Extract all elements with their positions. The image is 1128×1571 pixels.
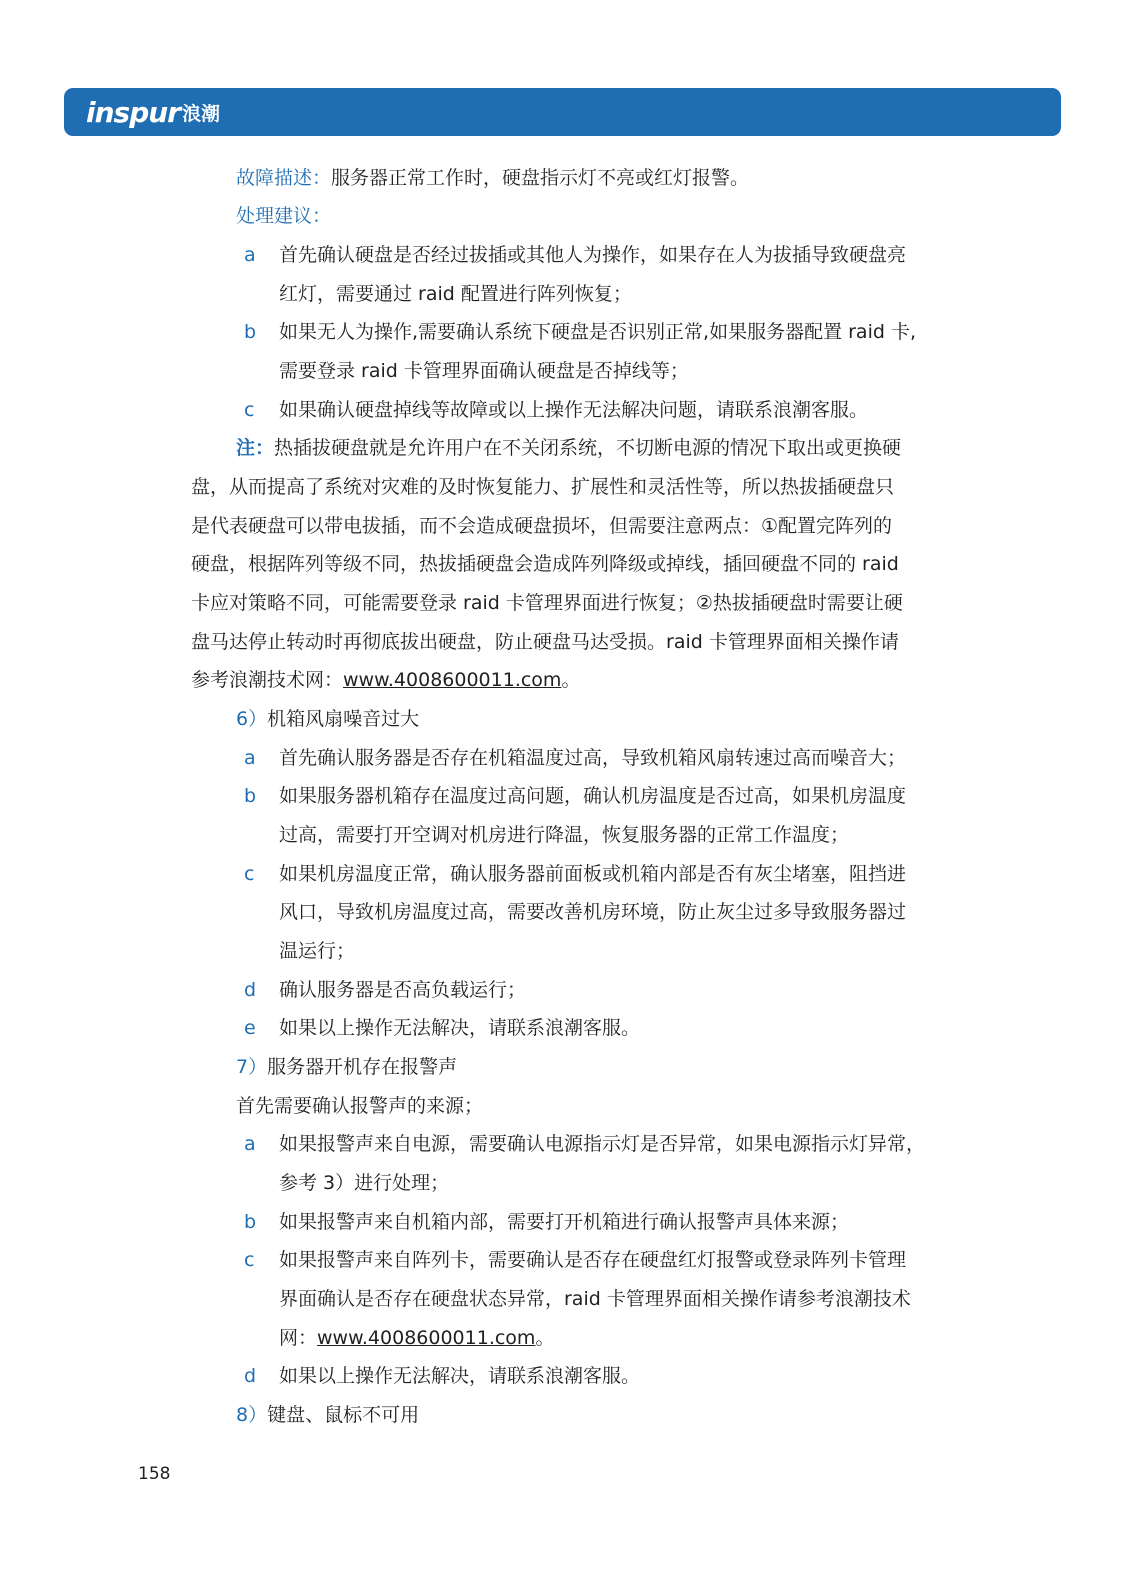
list-item-line: 温运行； [279, 940, 356, 962]
list-item-line: 确认服务器是否高负载运行； [279, 979, 527, 1001]
list-item-line: 如果以上操作无法解决，请联系浪潮客服。 [279, 1017, 641, 1039]
ref-text: 网： [279, 1327, 318, 1349]
section-heading [236, 1403, 419, 1427]
note-first-line [236, 436, 901, 460]
list-item-last-line [279, 1326, 554, 1350]
note-line: 是代表硬盘可以带电拔插，而不会造成硬盘损坏，但需要注意两点：①配置完阵列的 [191, 515, 893, 537]
ref-suffix: 。 [535, 1327, 555, 1349]
note-text: 热插拔硬盘就是允许用户在不关闭系统，不切断电源的情况下取出或更换硬 [274, 437, 902, 459]
website-link[interactable]: www.4008600011.com [317, 1327, 536, 1349]
section-heading [236, 707, 419, 731]
website-link[interactable]: www.4008600011.com [343, 669, 562, 691]
list-marker: c [244, 1249, 255, 1271]
list-marker: b [244, 1211, 257, 1233]
list-marker: d [244, 1365, 257, 1387]
list-marker: c [244, 863, 255, 885]
list-marker: b [244, 321, 257, 343]
note-line: 硬盘，根据阵列等级不同，热拔插硬盘会造成阵列降级或掉线，插回硬盘不同的 raid [191, 553, 899, 575]
section-number: 7） [236, 1056, 268, 1078]
list-marker: d [244, 979, 257, 1001]
list-item-line: 如果确认硬盘掉线等故障或以上操作无法解决问题，请联系浪潮客服。 [279, 399, 869, 421]
section-title: 键盘、鼠标不可用 [267, 1404, 420, 1426]
list-item-line: 如果报警声来自机箱内部，需要打开机箱进行确认报警声具体来源； [279, 1211, 850, 1233]
list-item-line: 如果机房温度正常，确认服务器前面板或机箱内部是否有灰尘堵塞，阻挡进 [279, 863, 907, 885]
section-number: 6） [236, 708, 268, 730]
list-item-line: 如果以上操作无法解决，请联系浪潮客服。 [279, 1365, 641, 1387]
fault-text: 服务器正常工作时，硬盘指示灯不亮或红灯报警。 [331, 167, 750, 189]
list-item-line: 如果报警声来自阵列卡，需要确认是否存在硬盘红灯报警或登录阵列卡管理 [279, 1249, 907, 1271]
fault-description [236, 166, 749, 190]
logo-text-en: inspur [86, 95, 180, 129]
list-item-line: 如果服务器机箱存在温度过高问题，确认机房温度是否过高，如果机房温度 [279, 785, 907, 807]
list-item-line: 如果无人为操作,需要确认系统下硬盘是否识别正常,如果服务器配置 raid 卡, [279, 321, 916, 343]
list-item-line: 参考 3）进行处理； [279, 1172, 450, 1194]
list-marker: a [244, 244, 256, 266]
list-item-line: 界面确认是否存在硬盘状态异常，raid 卡管理界面相关操作请参考浪潮技术 [279, 1288, 911, 1310]
section-title: 服务器开机存在报警声 [267, 1056, 458, 1078]
list-marker: a [244, 1133, 256, 1155]
list-marker: c [244, 399, 255, 421]
list-item-line: 需要登录 raid 卡管理界面确认硬盘是否掉线等； [279, 360, 689, 382]
header-bar [64, 88, 1061, 136]
suggestion-label: 处理建议： [236, 205, 332, 227]
page-number: 158 [138, 1464, 171, 1484]
list-item-line: 红灯，需要通过 raid 配置进行阵列恢复； [279, 283, 632, 305]
logo-text-cn: 浪潮 [181, 102, 220, 125]
note-ref-text: 参考浪潮技术网： [191, 669, 344, 691]
note-last-line [191, 668, 580, 692]
note-ref-suffix: 。 [561, 669, 581, 691]
section-title: 机箱风扇噪音过大 [267, 708, 420, 730]
list-item-line: 首先确认服务器是否存在机箱温度过高，导致机箱风扇转速过高而噪音大； [279, 747, 907, 769]
list-marker: b [244, 785, 257, 807]
section-heading [236, 1055, 457, 1079]
list-marker: a [244, 747, 256, 769]
fault-label: 故障描述： [236, 167, 332, 189]
note-line: 盘马达停止转动时再彻底拔出硬盘，防止硬盘马达受损。raid 卡管理界面相关操作请 [191, 631, 899, 653]
note-label: 注： [236, 437, 275, 459]
list-item-line: 首先确认硬盘是否经过拔插或其他人为操作，如果存在人为拔插导致硬盘亮 [279, 244, 907, 266]
note-line: 盘，从而提高了系统对灾难的及时恢复能力、扩展性和灵活性等，所以热拔插硬盘只 [191, 476, 895, 498]
list-marker: e [244, 1017, 256, 1039]
list-item-line: 如果报警声来自电源，需要确认电源指示灯是否异常，如果电源指示灯异常， [279, 1133, 926, 1155]
section-number: 8） [236, 1404, 268, 1426]
list-item-line: 风口，导致机房温度过高，需要改善机房环境，防止灰尘过多导致服务器过 [279, 901, 907, 923]
inspur-logo [86, 96, 220, 128]
list-item-line: 过高，需要打开空调对机房进行降温，恢复服务器的正常工作温度； [279, 824, 850, 846]
section-intro: 首先需要确认报警声的来源； [236, 1095, 484, 1117]
note-line: 卡应对策略不同，可能需要登录 raid 卡管理界面进行恢复；②热拔插硬盘时需要让硬 [191, 592, 903, 614]
